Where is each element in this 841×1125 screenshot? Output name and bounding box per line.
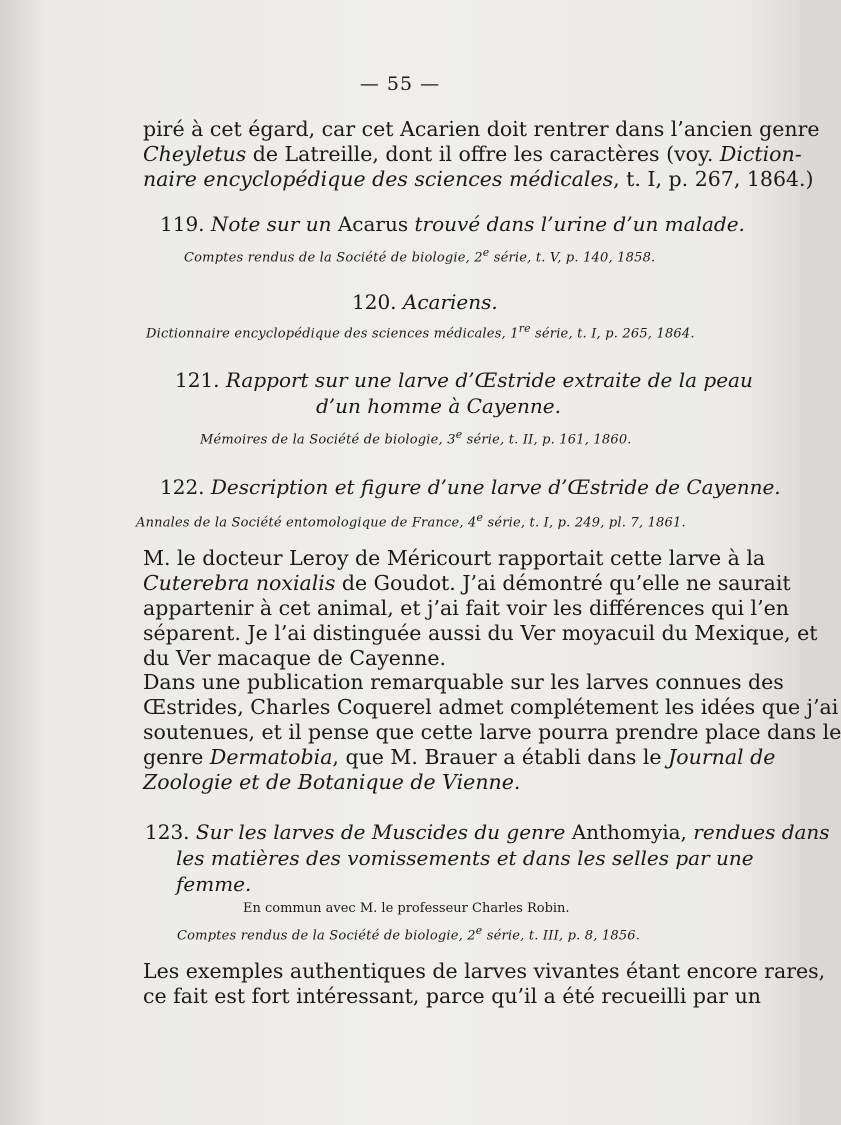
entry-121-title-b: d’un homme à Cayenne. <box>316 394 561 418</box>
entry-123-title-line-2 <box>176 846 754 871</box>
para2-line-5 <box>143 770 698 795</box>
entry-123-title-line-3 <box>176 872 251 897</box>
para1-line-2 <box>143 571 791 596</box>
journal-ref-b: Zoologie et de Botanique de Vienne. <box>143 770 521 794</box>
entry-122-source-sup: e <box>476 511 484 524</box>
intro-line-1: piré à cet égard, car cet Acarien doit rentrer dans l’ancien genre <box>143 117 820 141</box>
intro-line-3 <box>143 167 814 192</box>
entry-122-source-a: Annales de la Société entomologique de France, 4 <box>136 515 477 531</box>
para1-line-2-text: de Goudot. J’ai démontré qu’elle ne saurait <box>335 571 791 595</box>
entry-120-title-a: Acariens. <box>402 290 498 314</box>
journal-ref-a: Journal de <box>668 745 776 769</box>
entry-119-title-c: trouvé dans l’urine d’un malade. <box>414 212 745 236</box>
entry-121-source <box>200 428 632 447</box>
entry-119-number: 119. <box>160 212 205 236</box>
entry-122-number: 122. <box>160 475 205 499</box>
entry-123-title-c: rendues dans <box>693 820 830 844</box>
para3-line-2: ce fait est fort intéressant, parce qu’il a été recueilli par un <box>143 984 761 1008</box>
dictionary-ref-b: naire encyclopédique des sciences médicales <box>143 167 614 191</box>
paragraph-leroy <box>143 546 818 671</box>
entry-119-title <box>160 212 745 237</box>
para2-line-4-c: , que M. Brauer a établi dans le <box>332 745 669 769</box>
cuterebra-name: Cuterebra noxialis <box>143 571 336 595</box>
entry-121-title-a: Rapport sur une larve d’Œstride extraite de la peau <box>225 368 753 392</box>
genus-cheyletus: Cheyletus <box>143 142 247 166</box>
para2-line-4-a: genre <box>143 745 210 769</box>
entry-123-number: 123. <box>145 820 190 844</box>
para1-line-4: séparent. Je l’ai distinguée aussi du Ver moyacuil du Mexique, et <box>143 621 818 645</box>
entry-119-source-b: série, t. V, p. 140, 1858. <box>489 250 656 266</box>
entry-123-source-b: série, t. III, p. 8, 1856. <box>482 928 641 944</box>
para2-line-4 <box>143 745 776 770</box>
entry-123-source <box>177 924 640 943</box>
entry-120-source-b: série, t. I, p. 265, 1864. <box>530 326 695 342</box>
entry-123-title-d: les matières des vomissements et dans les selles par une <box>176 846 754 870</box>
entry-121-source-b: série, t. II, p. 161, 1860. <box>462 432 632 448</box>
para2-line-2: Œstrides, Charles Coquerel admet complétement les idées que j’ai <box>143 695 839 719</box>
dictionary-ref-a: Diction- <box>719 142 802 166</box>
entry-120-source <box>146 322 695 341</box>
entry-121-source-a: Mémoires de la Société de biologie, 3 <box>200 432 456 448</box>
entry-119-source-sup: e <box>482 246 490 259</box>
entry-122-source <box>136 511 686 530</box>
intro-paragraph <box>143 117 820 192</box>
entry-119-title-a: Note sur un <box>210 212 332 236</box>
entry-123-title-e: femme. <box>176 872 252 896</box>
entry-120-title <box>352 290 498 315</box>
intro-line-3-text: , t. I, p. 267, 1864.) <box>613 167 814 191</box>
entry-122-source-b: série, t. I, p. 249, pl. 7, 1861. <box>483 515 686 531</box>
entry-120-source-a: Dictionnaire encyclopédique des sciences médicales, 1 <box>146 326 519 342</box>
para1-line-5: du Ver macaque de Cayenne. <box>143 646 446 670</box>
page-number: — 55 — <box>359 73 441 95</box>
entry-123-title <box>145 820 830 845</box>
entry-121-title <box>175 368 753 393</box>
paragraph-coquerel <box>143 670 841 795</box>
entry-119-title-b: Acarus <box>337 212 409 236</box>
entry-122-title-a: Description et figure d’une larve d’Œstride de Cayenne. <box>210 475 781 499</box>
para3-line-1: Les exemples authentiques de larves vivantes étant encore rares, <box>143 959 826 983</box>
entry-123-title-a: Sur les larves de Muscides du genre <box>195 820 566 844</box>
entry-123-source-a: Comptes rendus de la Société de biologie, 2 <box>177 928 476 944</box>
entry-122-title <box>160 475 781 500</box>
entry-121-source-sup: e <box>455 428 463 441</box>
entry-123-title-b: Anthomyia, <box>571 820 687 844</box>
entry-120-source-sup: re <box>518 322 531 335</box>
entry-119-source-a: Comptes rendus de la Société de biologie, 2 <box>184 250 483 266</box>
entry-119-source <box>184 246 655 265</box>
para1-line-3: appartenir à cet animal, et j’ai fait voir les différences qui l’en <box>143 596 789 620</box>
entry-121-number: 121. <box>175 368 220 392</box>
entry-120-number: 120. <box>352 290 397 314</box>
intro-line-2 <box>143 142 802 167</box>
intro-line-2-text: de Latreille, dont il offre les caractères (voy. <box>246 142 720 166</box>
entry-121-title-line-2 <box>316 394 561 419</box>
para2-line-1: Dans une publication remarquable sur les larves connues des <box>143 670 784 694</box>
para2-line-3: soutenues, et il pense que cette larve pourra prendre place dans le <box>143 720 841 744</box>
dermatobia-name: Dermatobia <box>209 745 333 769</box>
paragraph-examples <box>143 959 826 1009</box>
entry-123-note: En commun avec M. le professeur Charles Robin. <box>243 901 570 916</box>
para1-line-1: M. le docteur Leroy de Méricourt rapportait cette larve à la <box>143 546 766 570</box>
entry-123-source-sup: e <box>475 924 483 937</box>
